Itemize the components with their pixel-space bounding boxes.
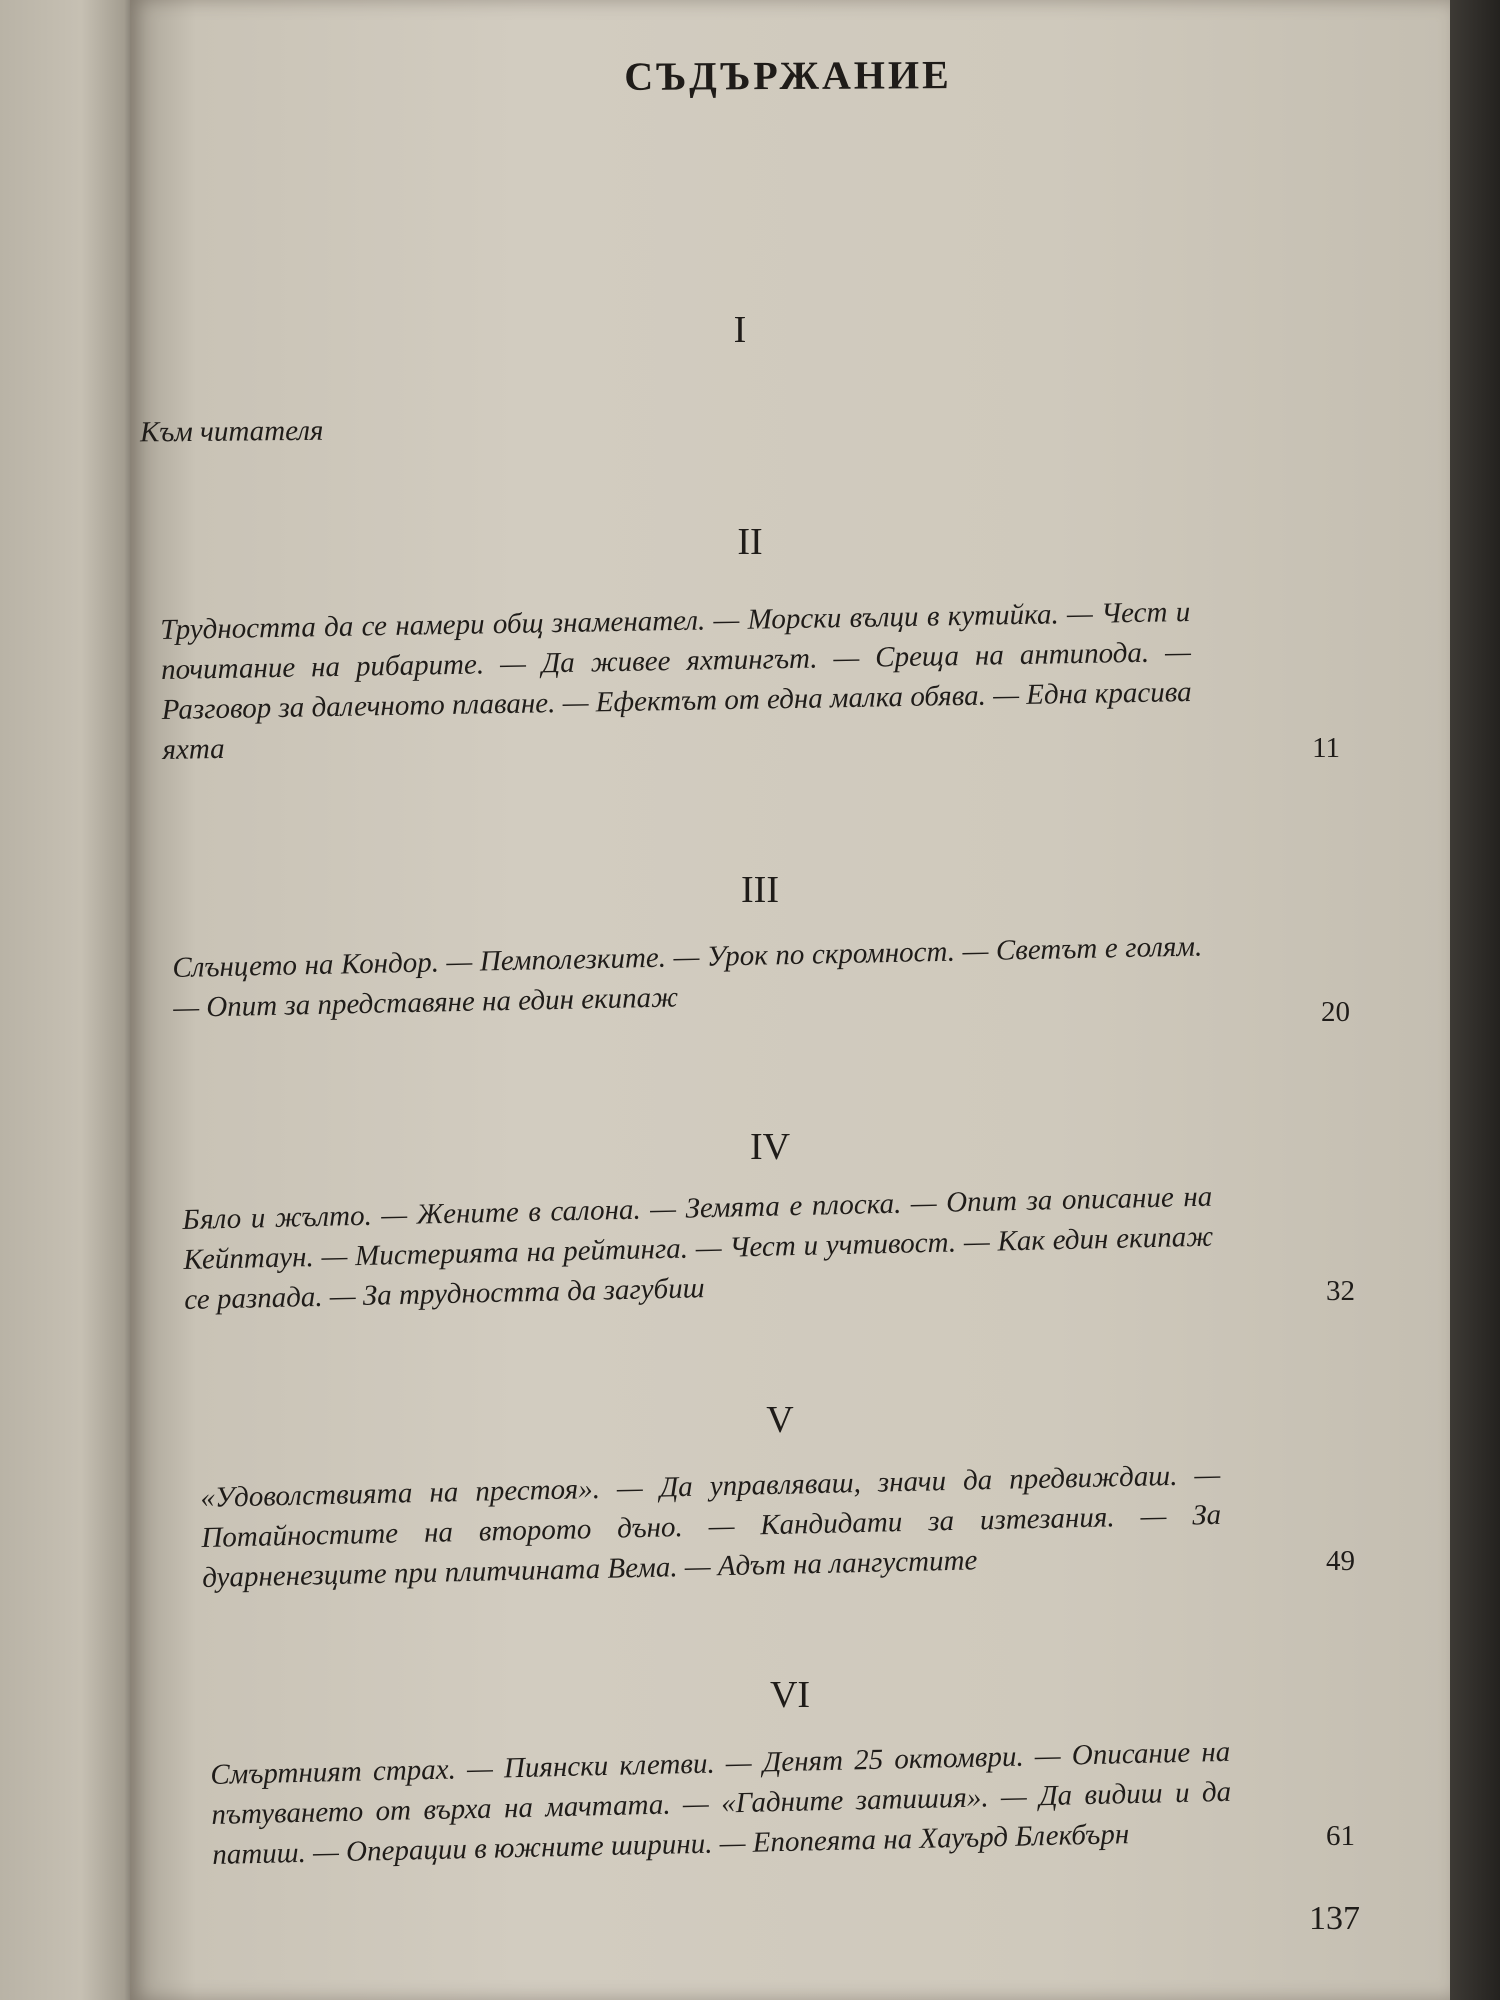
- chapter-number: VI: [769, 1674, 811, 1716]
- chapter-page-number: 49: [1326, 1545, 1355, 1577]
- book-page: [130, 0, 1450, 2000]
- chapter-entry-text: Към читателя: [139, 414, 324, 449]
- chapter-page-number: 11: [1312, 732, 1340, 764]
- chapter-number: III: [741, 869, 779, 911]
- chapter-page-number: 61: [1326, 1820, 1355, 1852]
- chapter-entry-text: «Удоволствията на престоя». — Да управляваш, значи да предвиждаш. — Потайностите на второто дъно. — Кандидати за изтезания. — За дуарненезците при плитчината Вема. — Адът на лангустите: [200, 1458, 1222, 1594]
- chapter-number: I: [733, 309, 747, 351]
- chapter-page-number: 20: [1321, 996, 1350, 1028]
- chapter-number: II: [737, 521, 763, 563]
- facing-page-edge: [0, 0, 135, 2000]
- chapter-entry-text: Трудността да се намери общ знаменател. — Морски вълци в кутийка. — Чест и почитание на рибарите. — Да живее яхтингът. — Среща на антипода. — Разговор за далечното плаване. — Ефектът от една малка обява. — Една красива яхта: [160, 596, 1192, 766]
- chapter-entry-text: Слънцето на Кондор. — Пемполезките. — Урок по скромност. — Светът е голям. — Опит за представяне на един екипаж: [172, 930, 1203, 1024]
- chapter-entry-text: Бяло и жълто. — Жените в салона. — Земята е плоска. — Опит за описание на Кейптаун. — Мистерията на рейтинга. — Чест и учтивост. — Как един екипаж се разпада. — За трудността да загубиш: [182, 1180, 1214, 1316]
- chapter-page-number: 32: [1326, 1275, 1355, 1307]
- background-edge: [1450, 0, 1500, 2000]
- page-folio-number: 137: [1309, 1900, 1360, 1937]
- table-of-contents: [139, 0, 1400, 2000]
- chapter-entry-text: Смъртният страх. — Пиянски клетви. — Денят 25 октомври. — Описание на пътуването от върха на мачтата. — «Гадните затишия». — Да видиш и да патиш. — Операции в южните ширини. — Епопеята на Хауърд Блекбърн: [210, 1735, 1232, 1871]
- chapter-number: V: [766, 1399, 794, 1441]
- chapter-number: IV: [749, 1126, 791, 1168]
- page-title: СЪДЪРЖАНИЕ: [624, 52, 952, 99]
